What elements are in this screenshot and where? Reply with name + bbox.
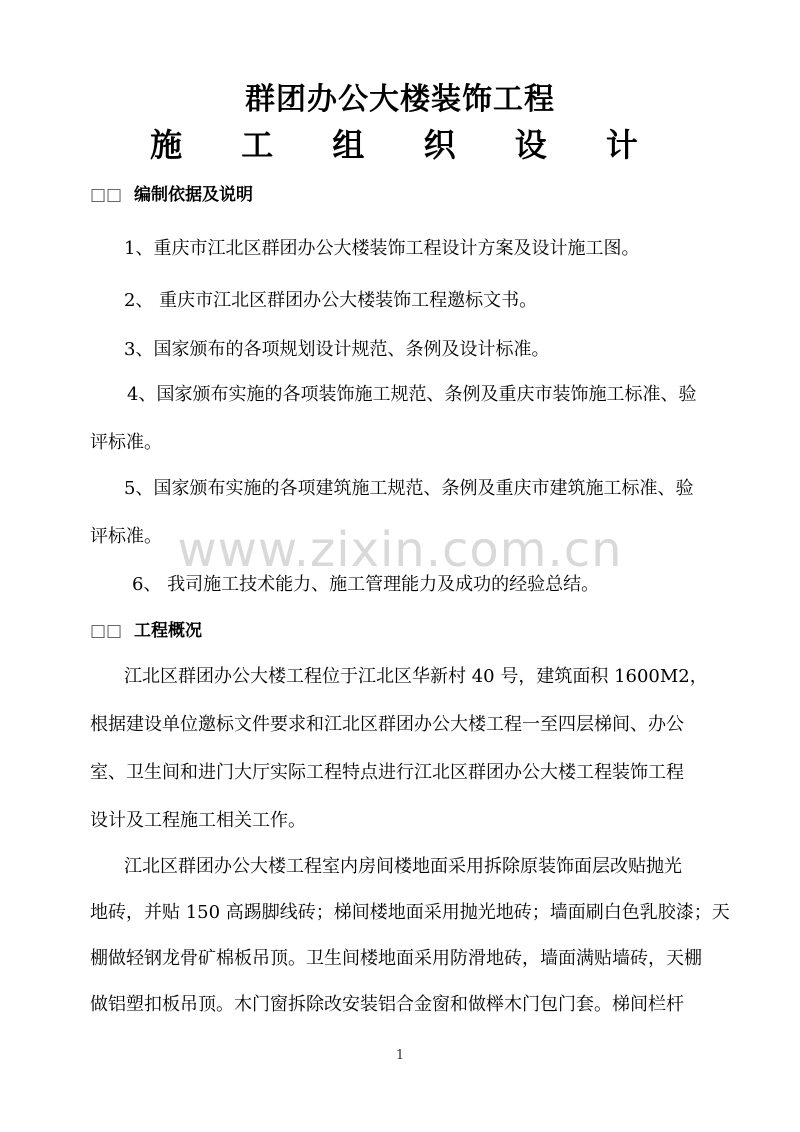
list-item-continuation: 评标准。 — [90, 432, 162, 453]
section-heading-overview — [90, 616, 202, 641]
list-item: 2、 重庆市江北区群团办公大楼装饰工程邀标文书。 — [124, 290, 538, 311]
paragraph-line: 棚做轻钢龙骨矿棉板吊顶。卫生间楼地面采用防滑地砖，墙面满贴墙砖，天棚 — [90, 948, 702, 969]
document-subtitle: 施 工 组 织 设 计 — [150, 126, 662, 164]
list-item: 6、 我司施工技术能力、施工管理能力及成功的经验总结。 — [132, 574, 600, 595]
page-number: 1 — [395, 1048, 405, 1063]
paragraph-line: 做铝塑扣板吊顶。木门窗拆除改安装铝合金窗和做榉木门包门套。梯间栏杆 — [90, 994, 684, 1015]
list-item: 4、国家颁布实施的各项装饰施工规范、条例及重庆市装饰施工标准、验 — [127, 384, 697, 405]
list-item: 1、重庆市江北区群团办公大楼装饰工程设计方案及设计施工图。 — [124, 238, 640, 259]
list-item: 3、国家颁布的各项规划设计规范、条例及设计标准。 — [124, 339, 550, 360]
paragraph-line: 室、卫生间和进门大厅实际工程特点进行江北区群团办公大楼工程装饰工程 — [90, 762, 684, 783]
list-item-continuation: 评标准。 — [90, 526, 162, 547]
paragraph-line: 江北区群团办公大楼工程位于江北区华新村 40 号，建筑面积 1600M2， — [124, 666, 708, 687]
heading-bullet: □□ — [90, 621, 123, 641]
paragraph-line: 设计及工程施工相关工作。 — [90, 810, 306, 831]
section-heading-text: 工程概况 — [134, 621, 202, 641]
paragraph-line: 根据建设单位邀标文件要求和江北区群团办公大楼工程一至四层梯间、办公 — [90, 714, 684, 735]
paragraph-line: 江北区群团办公大楼工程室内房间楼地面采用拆除原装饰面层改贴抛光 — [124, 856, 682, 877]
watermark: www.zixin.com.cn — [177, 522, 623, 578]
section-heading-text: 编制依据及说明 — [134, 185, 253, 205]
paragraph-line: 地砖，并贴 150 高踢脚线砖；梯间楼地面采用抛光地砖；墙面刷白色乳胶漆；天 — [90, 902, 730, 923]
list-item: 5、国家颁布实施的各项建筑施工规范、条例及重庆市建筑施工标准、验 — [124, 478, 694, 499]
section-heading-basis — [90, 180, 253, 205]
heading-bullet: □□ — [90, 185, 123, 205]
document-title: 群团办公大楼装饰工程 — [245, 82, 555, 117]
